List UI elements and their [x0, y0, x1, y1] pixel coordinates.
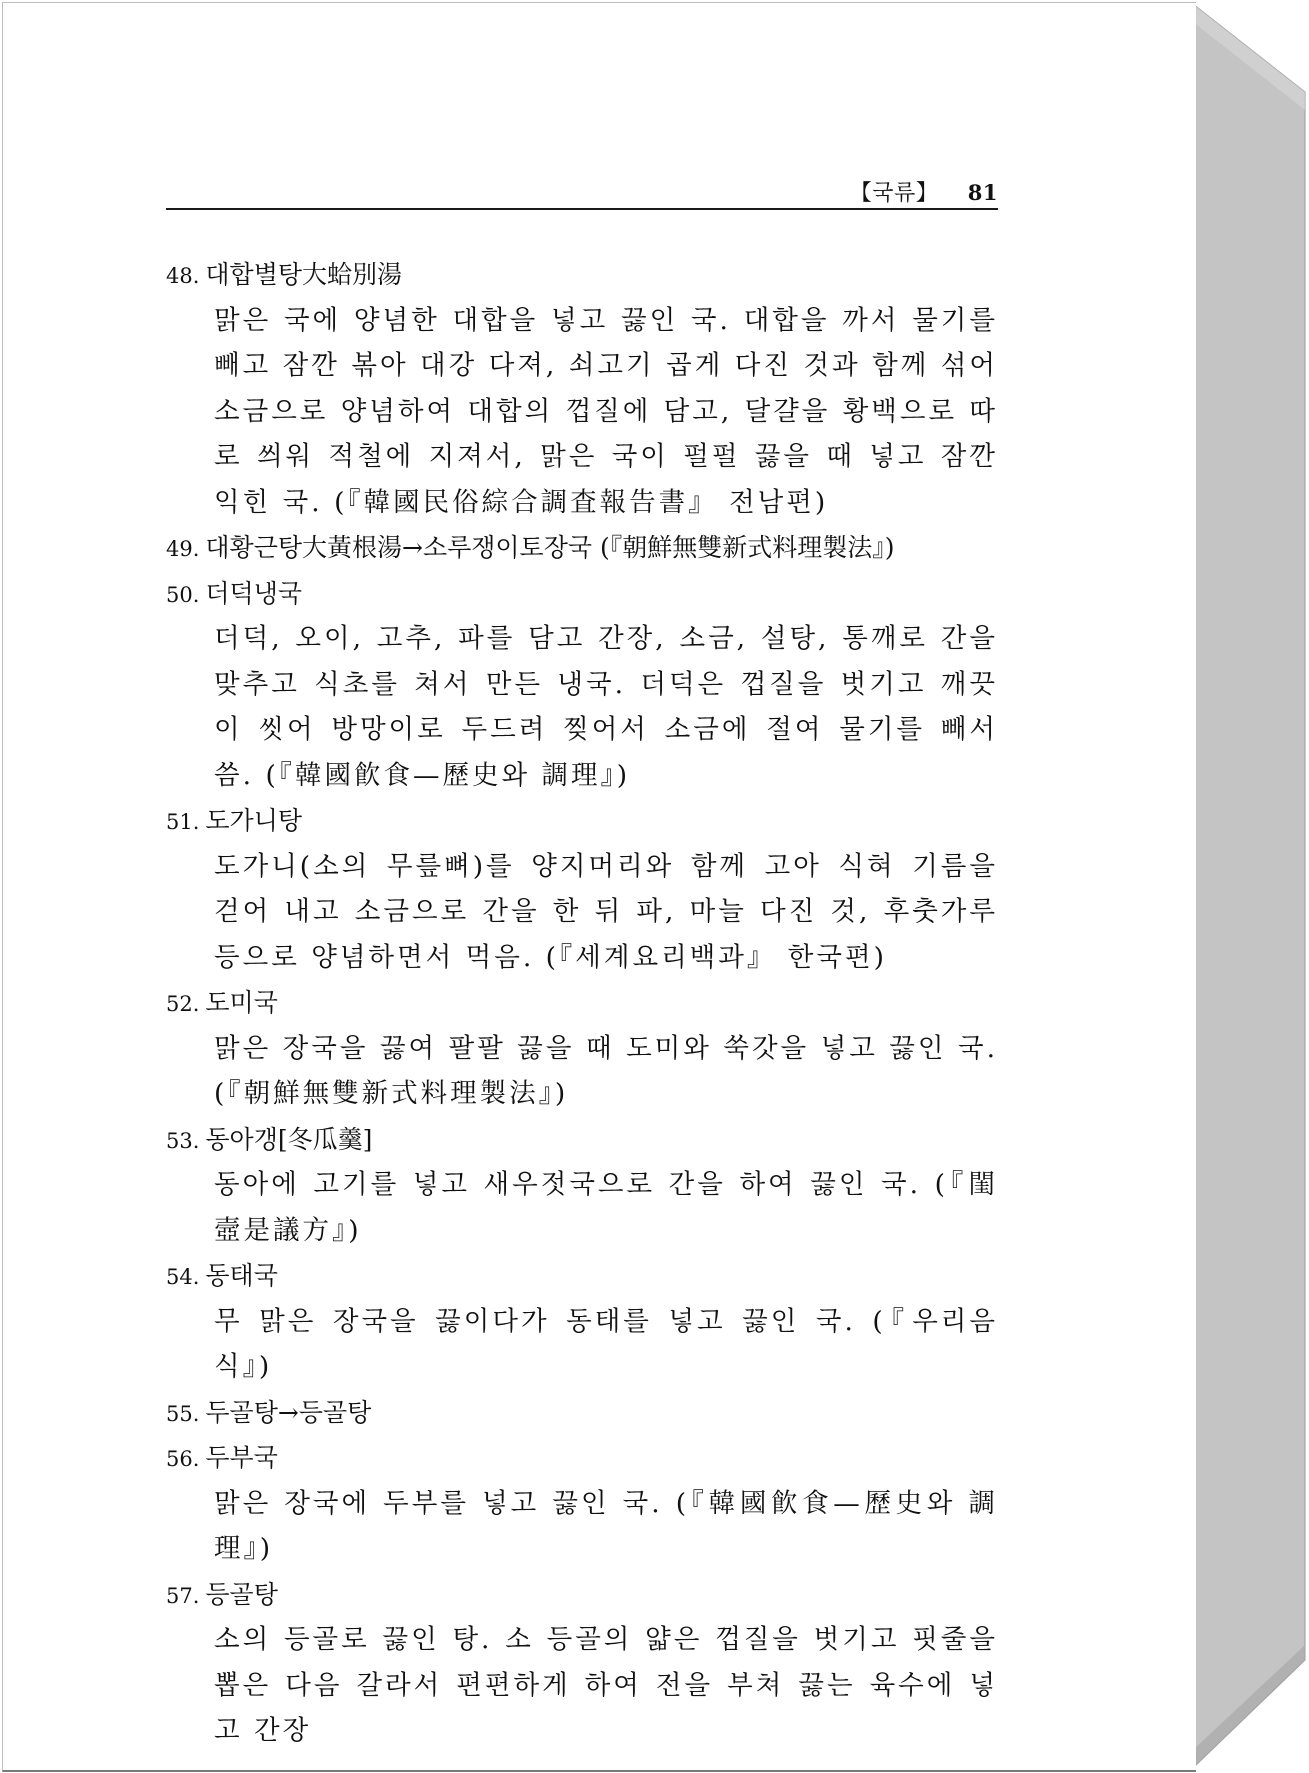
- entry-title: 대합별탕大蛤別湯: [205, 260, 403, 289]
- running-head-text: [850, 176, 998, 207]
- entry-title: 두부국: [205, 1443, 278, 1472]
- entry-body: 무 맑은 장국을 끓이다가 동태를 넣고 끓인 국. (『우리음식』): [214, 1305, 998, 1382]
- entry-number: 55.: [166, 1401, 200, 1426]
- entry-body: 도가니(소의 무릎뼈)를 양지머리와 함께 고아 식혀 기름을 걷어 내고 소금으로 간을 한 뒤 파, 마늘 다진 것, 후춧가루 등으로 양념하면서 먹음. (『세계요리백과』 한국편): [214, 850, 998, 973]
- entry-body: 맑은 장국에 두부를 넣고 끓인 국. (『韓國飮食—歷史와 調理』): [214, 1487, 998, 1564]
- entry-body: 맑은 국에 양념한 대합을 넣고 끓인 국. 대합을 까서 물기를 빼고 잠깐 볶아 대강 다져, 쇠고기 곱게 다진 것과 함께 섞어 소금으로 양념하여 대합의 껍질에 담고, 달걀을 황백으로 따로 씌워 적철에 지져서, 맑은 국이 펄펄 끓을 때 넣고 잠깐 익힌 국. (『韓國民俗綜合調査報告書』 전남편): [214, 304, 998, 518]
- entry-list: [166, 252, 998, 1754]
- entry-number: 52.: [166, 992, 200, 1016]
- entry-heading: [166, 980, 998, 1026]
- entry-title: 도가니탕: [205, 806, 303, 835]
- running-header: [166, 176, 998, 210]
- entry-title: 동아갱[冬瓜羹]: [205, 1124, 373, 1154]
- entry-body: 더덕, 오이, 고추, 파를 담고 간장, 소금, 설탕, 통깨로 간을 맞추고 식초를 쳐서 만든 냉국. 더덕은 껍질을 벗기고 깨끗이 씻어 방망이로 두드려 찢어서 소금에 절여 물기를 빼서 씀. (『韓國飮食—歷史와 調理』): [214, 623, 998, 791]
- entry-title: 등골탕: [205, 1579, 278, 1609]
- entry-51: [166, 798, 998, 980]
- entry-number: 48.: [166, 264, 200, 288]
- entry-55: [166, 1390, 998, 1436]
- entry-50: [166, 571, 998, 799]
- entry-heading: [166, 1435, 998, 1481]
- entry-48: [166, 252, 998, 525]
- entry-title: 더덕냉국: [205, 578, 303, 608]
- entry-number: 54.: [166, 1265, 200, 1289]
- entry-title: 두골탕→등골탕: [205, 1397, 372, 1427]
- entry-heading: [166, 1390, 998, 1436]
- entry-49: [166, 525, 998, 571]
- entry-53: [166, 1117, 998, 1254]
- entry-57: [166, 1572, 998, 1754]
- entry-number: 51.: [166, 810, 200, 834]
- entry-heading: [166, 525, 998, 571]
- entry-56: [166, 1435, 998, 1572]
- entry-number: 53.: [166, 1128, 200, 1153]
- entry-title: 동태국: [205, 1261, 278, 1290]
- entry-heading: [166, 1253, 998, 1299]
- section-title: 【국류】: [849, 181, 939, 206]
- entry-number: 56.: [166, 1447, 200, 1471]
- entry-heading: [166, 1572, 998, 1618]
- entry-number: 50.: [166, 582, 200, 607]
- entry-body: 소의 등골로 끓인 탕. 소 등골의 얇은 껍질을 벗기고 핏줄을 뽑은 다음 갈라서 편편하게 하여 전을 부쳐 끓는 육수에 넣고 간장: [214, 1624, 998, 1746]
- entry-52: [166, 980, 998, 1117]
- entry-number: 49.: [166, 537, 200, 561]
- entry-heading: [166, 798, 998, 844]
- entry-number: 57.: [166, 1583, 200, 1608]
- entry-54: [166, 1253, 998, 1390]
- entry-heading: [166, 252, 998, 298]
- entry-heading: [166, 1117, 998, 1163]
- entry-heading: [166, 571, 998, 617]
- page-number: 81: [967, 180, 998, 205]
- header-rule: [166, 208, 998, 210]
- entry-body: 동아에 고기를 넣고 새우젓국으로 간을 하여 끓인 국. (『閨壼是議方』): [214, 1169, 998, 1246]
- entry-title: 도미국: [205, 988, 278, 1017]
- entry-title: 대황근탕大黃根湯→소루쟁이토장국 (『朝鮮無雙新式料理製法』): [205, 533, 895, 562]
- entry-body: 맑은 장국을 끓여 팔팔 끓을 때 도미와 쑥갓을 넣고 끓인 국. (『朝鮮無雙新式料理製法』): [214, 1032, 998, 1109]
